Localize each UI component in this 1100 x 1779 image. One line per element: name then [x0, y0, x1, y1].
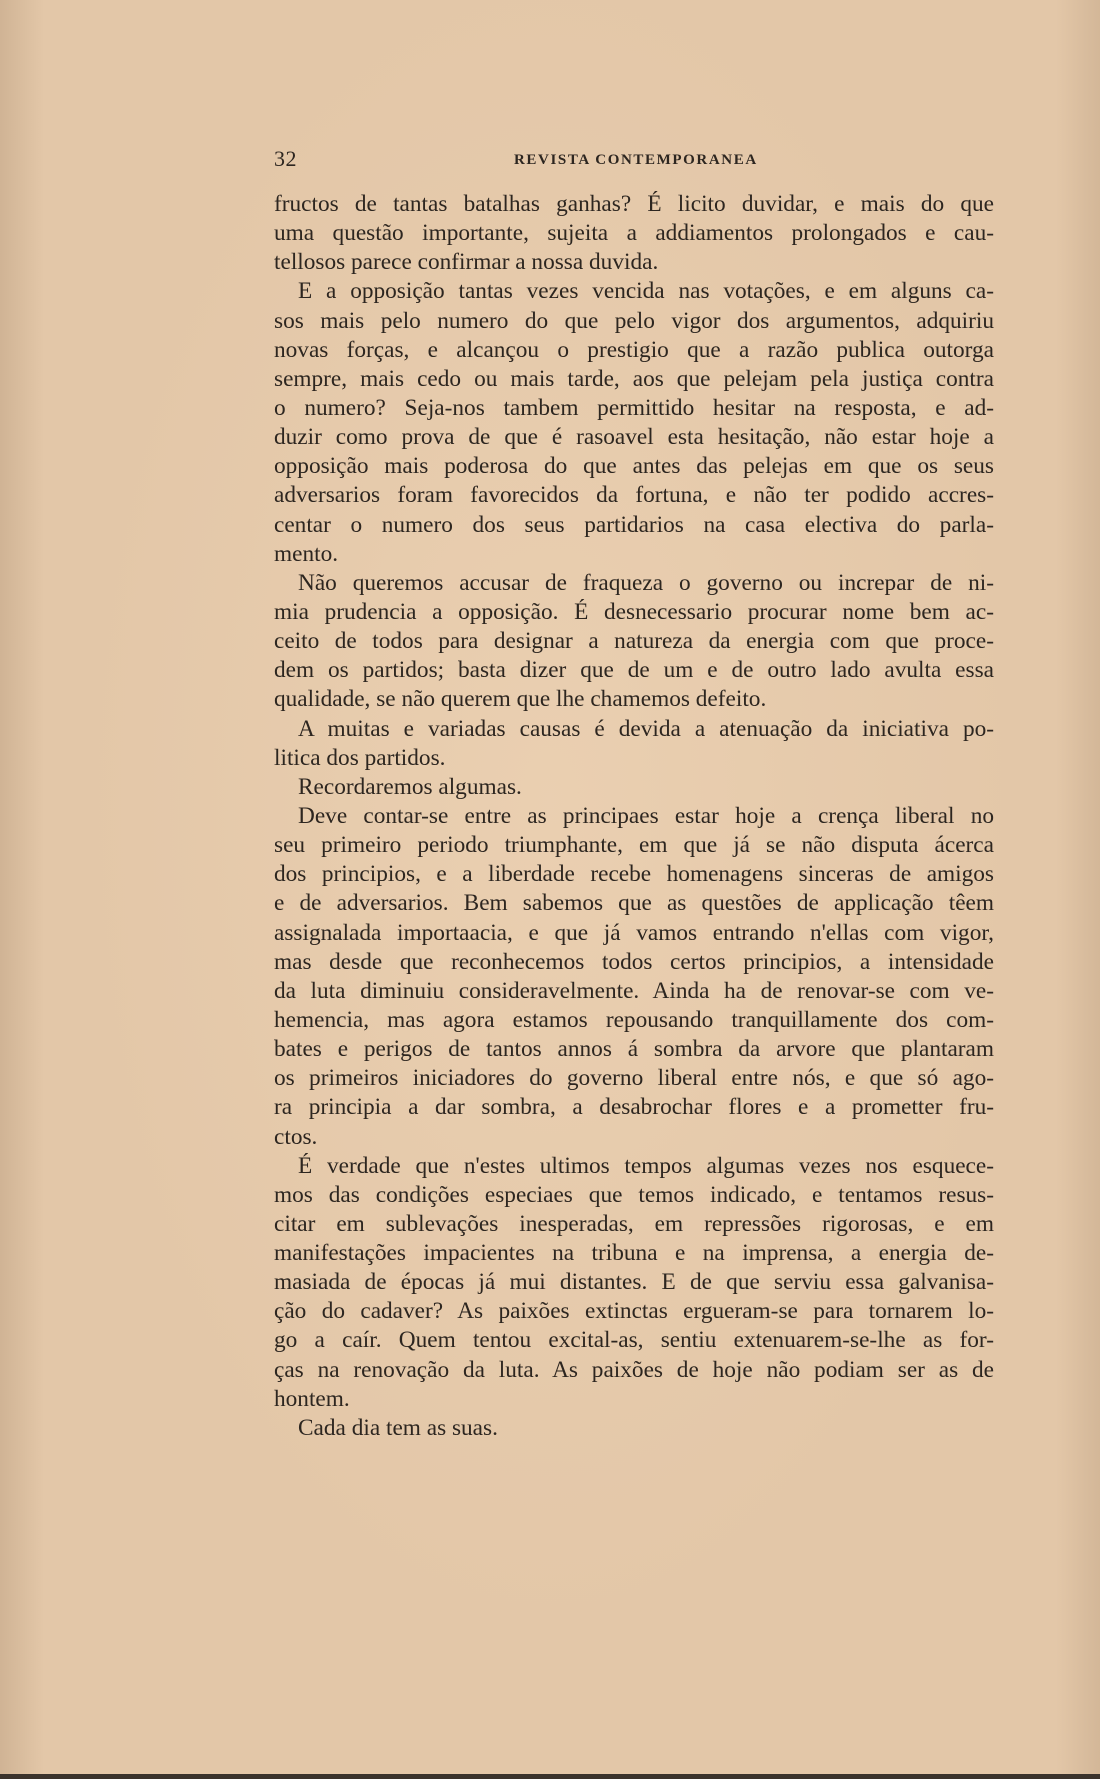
- page-bottom-edge: [0, 1774, 1100, 1779]
- text-line: uma questão importante, sujeita a addiamentos prolongados e cau-: [274, 220, 994, 247]
- text-line: dem os partidos; basta dizer que de um e de outro lado avulta essa: [274, 657, 994, 684]
- running-title: REVISTA CONTEMPORANEA: [514, 152, 758, 168]
- text-line: mos das condições especiaes que temos indicado, e tentamos resus-: [274, 1181, 994, 1208]
- text-line: Cada dia tem as suas.: [298, 1414, 498, 1441]
- text-line: sos mais pelo numero do que pelo vigor dos argumentos, adquiriu: [274, 307, 994, 334]
- text-line: go a caír. Quem tentou excital-as, sentiu extenuarem-se-lhe as for-: [274, 1327, 994, 1354]
- text-line: fructos de tantas batalhas ganhas? É licito duvidar, e mais do que: [274, 191, 994, 217]
- text-line: citar em sublevações inesperadas, em repressões rigorosas, e em: [274, 1210, 994, 1237]
- text-line: A muitas e variadas causas é devida a atenuação da iniciativa po-: [298, 715, 994, 742]
- text-line: qualidade, se não querem que lhe chamemos defeito.: [274, 686, 767, 713]
- text-line: bates e perigos de tantos annos á sombra da arvore que plantaram: [274, 1036, 994, 1063]
- text-line: ceito de todos para designar a natureza da energia com que proce-: [274, 628, 994, 655]
- text-line: Deve contar-se entre as principaes estar hoje a crença liberal no: [298, 802, 994, 829]
- text-line: ção do cadaver? As paixões extinctas ergueram-se para tornarem lo-: [274, 1298, 994, 1325]
- text-line: mia prudencia a opposição. É desnecessario procurar nome bem ac-: [274, 598, 994, 625]
- text-line: da luta diminuiu consideravelmente. Ainda ha de renovar-se com ve-: [274, 977, 994, 1004]
- text-line: duzir como prova de que é rasoavel esta hesitação, não estar hoje a: [274, 424, 994, 451]
- text-line: E a opposição tantas vezes vencida nas votações, e em alguns ca-: [298, 278, 994, 305]
- text-line: Recordaremos algumas.: [298, 773, 522, 800]
- text-line: manifestações impacientes na tribuna e na imprensa, a energia de-: [274, 1240, 994, 1267]
- text-line: os primeiros iniciadores do governo liberal entre nós, e que só ago-: [274, 1065, 994, 1092]
- text-line: assignalada importaacia, e que já vamos entrando n'ellas com vigor,: [274, 919, 994, 946]
- text-line: masiada de épocas já mui distantes. E de que serviu essa galvanisa-: [274, 1269, 994, 1296]
- text-line: e de adversarios. Bem sabemos que as questões de applicação têem: [274, 890, 994, 917]
- text-line: sempre, mais cedo ou mais tarde, aos que pelejam pela justiça contra: [274, 365, 994, 392]
- text-line: ctos.: [274, 1123, 318, 1150]
- text-line: É verdade que n'estes ultimos tempos algumas vezes nos esquece-: [298, 1152, 994, 1179]
- text-line: hontem.: [274, 1385, 350, 1412]
- text-line: o numero? Seja-nos tambem permittido hesitar na resposta, e ad-: [274, 394, 994, 421]
- text-line: novas forças, e alcançou o prestigio que a razão publica outorga: [274, 336, 994, 363]
- page-number: 32: [274, 146, 297, 171]
- text-line: tellosos parece confirmar a nossa duvida.: [274, 249, 659, 276]
- text-line: ças na renovação da luta. As paixões de hoje não podiam ser as de: [274, 1356, 994, 1383]
- text-line: ra principia a dar sombra, a desabrochar flores e a prometter fru-: [274, 1094, 994, 1121]
- text-line: mento.: [274, 540, 339, 567]
- text-line: adversarios foram favorecidos da fortuna, e não ter podido accres-: [274, 482, 994, 509]
- text-line: seu primeiro periodo triumphante, em que já se não disputa ácerca: [274, 832, 994, 859]
- text-line: Não queremos accusar de fraqueza o governo ou increpar de ni-: [298, 569, 994, 596]
- text-line: mas desde que reconhecemos todos certos principios, a intensidade: [274, 948, 994, 975]
- text-line: dos principios, e a liberdade recebe homenagens sinceras de amigos: [274, 861, 994, 888]
- text-line: litica dos partidos.: [274, 744, 446, 771]
- page-header: [274, 146, 994, 176]
- body-text: [274, 190, 994, 1443]
- text-line: opposição mais poderosa do que antes das pelejas em que os seus: [274, 453, 994, 480]
- text-line: centar o numero dos seus partidarios na casa electiva do parla-: [274, 511, 994, 538]
- text-line: hemencia, mas agora estamos repousando tranquillamente dos com-: [274, 1006, 994, 1033]
